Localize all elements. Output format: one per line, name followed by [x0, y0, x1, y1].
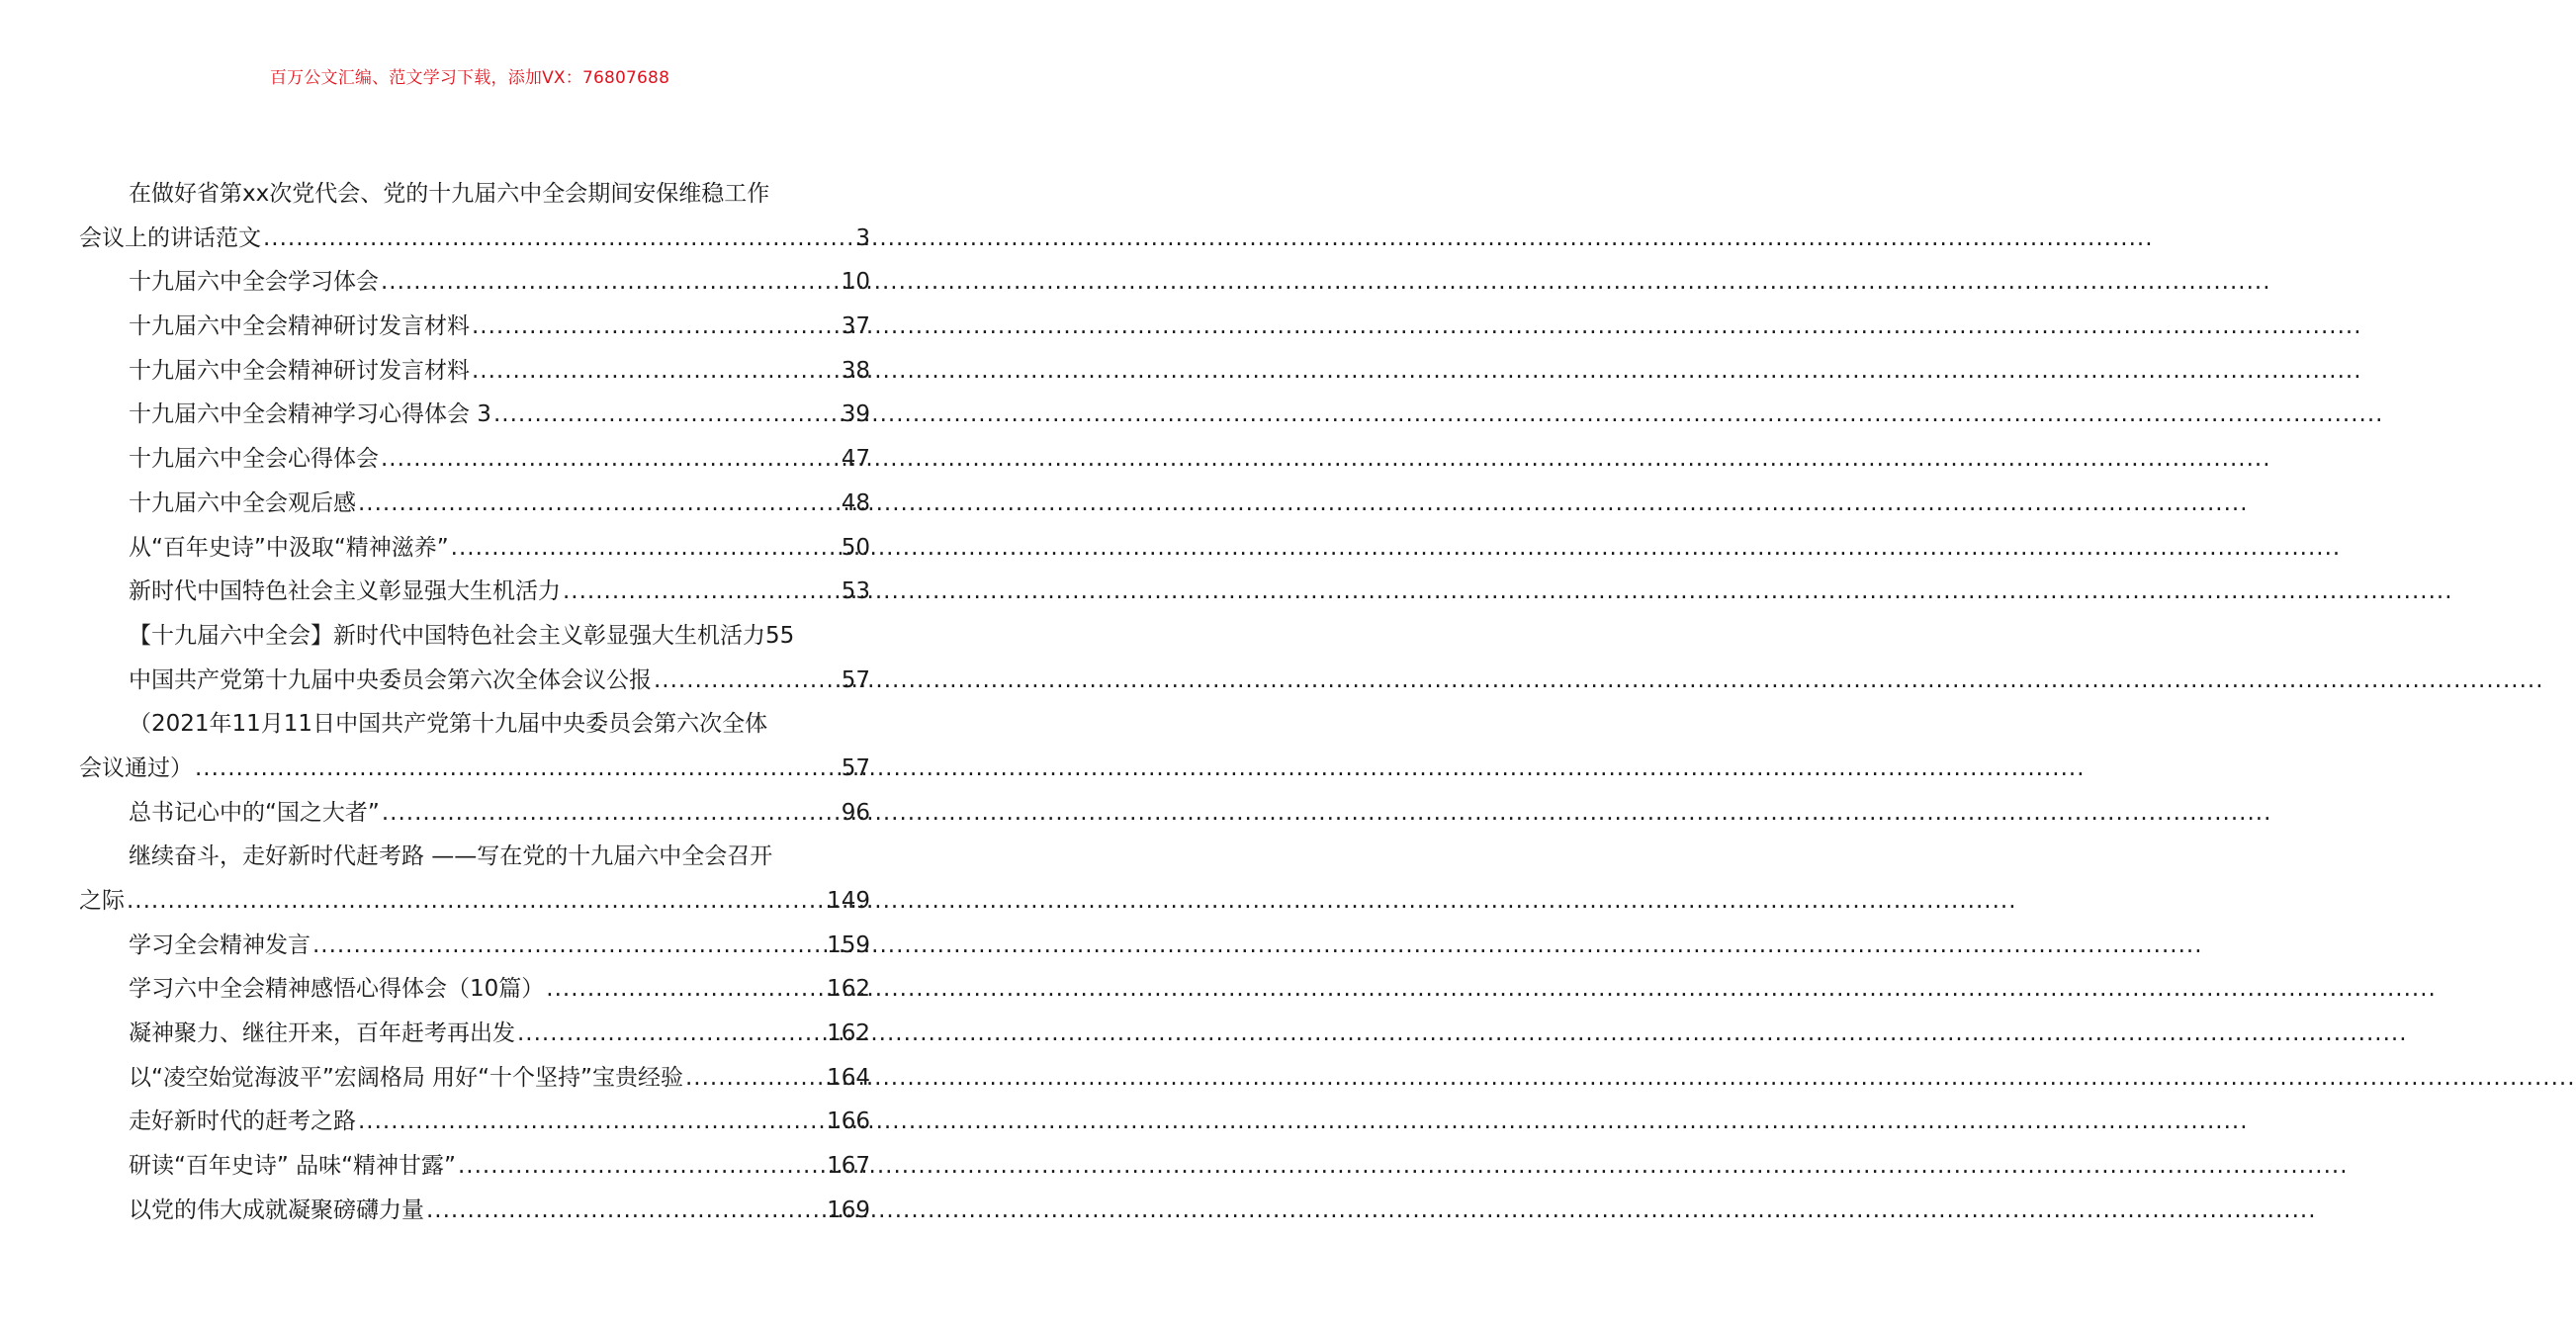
toc-entry[interactable]: [79, 1189, 870, 1233]
toc-entry[interactable]: [79, 1056, 870, 1101]
toc-entry-title: 中国共产党第十九届中央委员会第六次全体会议公报: [129, 666, 652, 693]
toc-entry[interactable]: [79, 1100, 870, 1144]
toc-entry-title: 以党的伟大成就凝聚磅礴力量: [129, 1196, 424, 1223]
toc-page-number: 96: [841, 799, 870, 826]
toc-page-number: 149: [827, 888, 870, 914]
leader-dots: [451, 526, 840, 571]
leader-dots: [563, 570, 840, 614]
toc-entry-title: 学习六中全会精神感悟心得体会（10篇）: [129, 976, 545, 1003]
toc-page-number: 37: [841, 313, 870, 340]
toc-page-number: 53: [841, 578, 870, 605]
toc-entry-title: 在做好省第xx次党代会、党的十九届六中全会期间安保维稳工作: [129, 181, 770, 207]
leader-dots: [472, 349, 840, 394]
toc-page-number: 39: [841, 401, 870, 428]
toc-entry-title: 【十九届六中全会】新时代中国特色社会主义彰显强大生机活力55: [129, 622, 795, 649]
toc-entry-title: 十九届六中全会观后感: [129, 489, 356, 516]
toc-page-number: 57: [841, 754, 870, 781]
toc-page-number: 167: [827, 1153, 870, 1180]
leader-dots: [358, 482, 840, 526]
toc-entry[interactable]: [79, 614, 870, 659]
leader-dots: [546, 967, 825, 1012]
leader-dots: [195, 747, 840, 791]
toc-entry-title: 研读“百年史诗” 品味“精神甘露”: [129, 1153, 456, 1180]
toc-entry[interactable]: [79, 570, 870, 614]
leader-dots: [472, 305, 840, 349]
toc-entry-title: 十九届六中全会学习体会: [129, 269, 379, 296]
toc-page-number: 166: [827, 1108, 870, 1135]
toc-entry[interactable]: [79, 702, 870, 747]
leader-dots: [493, 393, 840, 437]
toc-entry-title: 以“凌空始觉海波平”宏阔格局 用好“十个坚持”宝贵经验: [129, 1064, 683, 1091]
toc-entry-title: 总书记心中的“国之大者”: [129, 799, 380, 826]
toc-entry-continuation[interactable]: [79, 747, 870, 791]
leader-dots: [382, 791, 840, 836]
toc-entry-title: 新时代中国特色社会主义彰显强大生机活力: [129, 578, 561, 605]
toc-entry-title: 十九届六中全会精神研讨发言材料: [129, 357, 470, 384]
toc-entry[interactable]: [79, 260, 870, 305]
toc-entry-title: 走好新时代的赶考之路: [129, 1108, 356, 1135]
toc-entry-title: 十九届六中全会精神学习心得体会 3: [129, 401, 491, 428]
header-watermark-text: 百万公文汇编、范文学习下载，添加VX：76807688: [269, 68, 670, 88]
toc-page-number: 162: [827, 976, 870, 1003]
leader-dots: [654, 659, 840, 703]
toc-entry[interactable]: [79, 349, 870, 394]
toc-page-number: 57: [841, 666, 870, 693]
leader-dots: [426, 1189, 825, 1233]
leader-dots: [685, 1056, 825, 1101]
leader-dots: [458, 1144, 825, 1189]
toc-entry[interactable]: [79, 526, 870, 571]
toc-entry[interactable]: [79, 659, 870, 703]
leader-dots: [517, 1012, 825, 1056]
toc-page-number: 47: [841, 446, 870, 473]
leader-dots: [381, 437, 840, 482]
toc-page-number: 164: [827, 1064, 870, 1091]
toc-page-number: 38: [841, 357, 870, 384]
toc-entry[interactable]: [79, 437, 870, 482]
toc-entry-continuation[interactable]: [79, 879, 870, 924]
toc-entry-title: 学习全会精神发言: [129, 931, 311, 958]
toc-entry-title: 从“百年史诗”中汲取“精神滋养”: [129, 534, 449, 561]
toc-page-number: 159: [827, 931, 870, 958]
toc-entry-title: 十九届六中全会精神研讨发言材料: [129, 313, 470, 340]
toc-entry-title: 继续奋斗，走好新时代赶考路 ——写在党的十九届六中全会召开: [129, 843, 773, 870]
leader-dots: [127, 879, 825, 924]
toc-entry-title: （2021年11月11日中国共产党第十九届中央委员会第六次全体: [129, 711, 768, 738]
toc-entry[interactable]: [79, 172, 870, 217]
document-page: [0, 0, 939, 1329]
toc-entry[interactable]: [79, 791, 870, 836]
toc-page-number: 162: [827, 1020, 870, 1047]
toc-entry[interactable]: [79, 924, 870, 968]
table-of-contents: [79, 172, 870, 1233]
toc-entry[interactable]: [79, 305, 870, 349]
toc-entry[interactable]: [79, 393, 870, 437]
leader-dots: [381, 260, 840, 305]
toc-entry-title: 凝神聚力、继往开来，百年赶考再出发: [129, 1020, 515, 1047]
toc-entry[interactable]: [79, 967, 870, 1012]
toc-page-number: 50: [841, 534, 870, 561]
toc-page-number: 169: [827, 1196, 870, 1223]
toc-entry[interactable]: [79, 1012, 870, 1056]
leader-dots: [263, 217, 853, 261]
toc-entry-title: 会议通过）: [79, 754, 193, 781]
toc-page-number: 48: [841, 489, 870, 516]
toc-entry[interactable]: [79, 1144, 870, 1189]
toc-entry-title: 十九届六中全会心得体会: [129, 446, 379, 473]
toc-page-number: 10: [841, 269, 870, 296]
toc-entry[interactable]: [79, 482, 870, 526]
toc-entry-title: 会议上的讲话范文: [79, 224, 261, 251]
toc-entry-continuation[interactable]: [79, 217, 870, 261]
leader-dots: [312, 924, 825, 968]
leader-dots: [358, 1100, 825, 1144]
toc-page-number: 3: [855, 224, 870, 251]
toc-entry[interactable]: [79, 835, 870, 879]
toc-entry-title: 之际: [79, 888, 125, 914]
